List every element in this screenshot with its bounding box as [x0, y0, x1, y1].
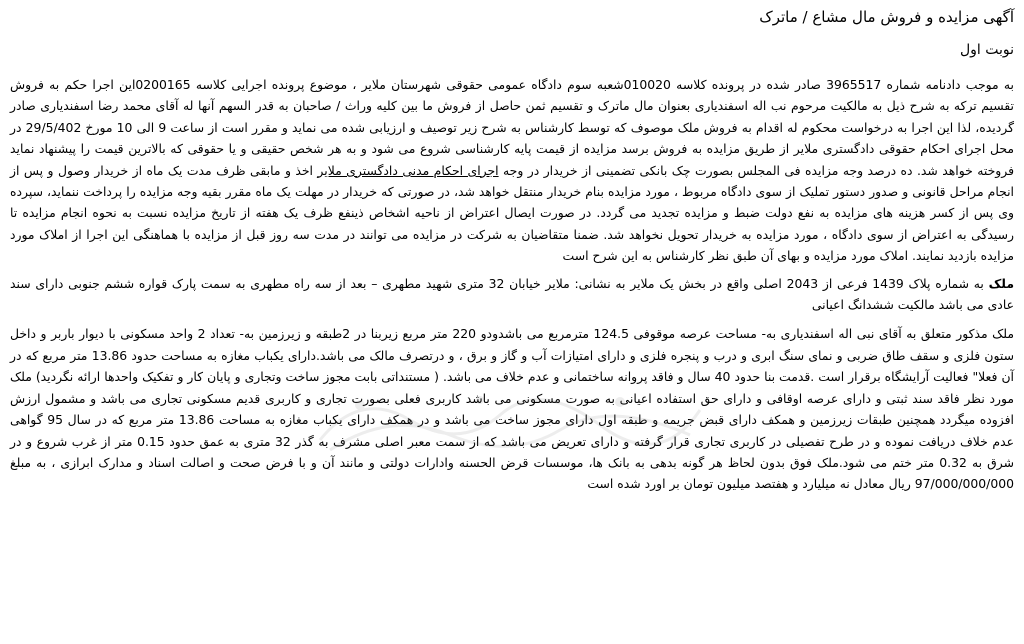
notice-title: آگهی مزایده و فروش مال مشاع / ماترک	[759, 8, 1014, 26]
paragraph-main-highlight: اجرای احکام مدنی دادگستری ملایر	[317, 162, 499, 178]
notice-paragraph-property-address	[10, 273, 1014, 316]
property-label: ملک	[988, 275, 1014, 291]
notice-paragraph-main	[10, 74, 1014, 267]
notice-paragraph-property-description: ملک مذکور متعلق به آقای نبی اله اسفندیاری به- مساحت عرصه موقوفی 124.5 مترمربع می باشدودو 220 متر مربع زیربنا در 2طبقه و زیرزمین به- تعداد 2 واحد مسکونی با دیوار باربر و داخل ستون فلزی و سقف طاق ضربی و نمای سنگ ابری و درب و پنجره فلزی و دارای امتیازات آب و گاز و برق ، و درتصرف مالک می باشد.دارای یکباب مغازه به مساحت حدود 13.86 متر مربع که در آن فعلا" فعالیت آرایشگاه برقرار است .قدمت بنا حدود 40 سال و فاقد پروانه ساختمانی و عدم خلاف می باشد. ( مستنداتی بابت مجوز ساخت وتجاری و پایان کار و تفکیک واحدها ارائه نگردید) ملک مورد نظر فاقد سند ثبتی و دارای عرصه اوقافی و دارای حق استفاده اعیانی به صورت مسکونی می باشد کاربری فعلی بصورت تجاری و کاربری قدیم مسکونی تجاری می باشد و مشمول ارزش افزوده میگردد همچنین طبقات زیرزمین و همکف دارای قبض جریمه و طبقه اول دارای مجوز ساخت می باشد و در همکف دارای یکباب مغازه به مساحت 13.86 متر مربع که در سال 95 گواهی عدم خلاف دریافت نموده و در طرح تفصیلی در کاربری تجاری قرار گرفته و دارای تعریض می باشد که از سمت معبر اصلی مشرف به گذر 32 متری به عمق حدود 0.15 متر از غرب شروع و در شرق به 0.32 متر ختم می شود.ملک فوق بدون لحاظ هر گونه بدهی به بانک ها، موسسات قرض الحسنه وادارات دولتی و مانند آن و با فرض صحت و اصالت اسناد و مدارک ابرازی ، به مبلغ 97/000/000/000 ریال معادل نه میلیارد و هفتصد میلیون تومان بر اورد شده است	[10, 326, 1015, 492]
paragraph-main-part-b: اخذ و مابقی ظرف مدت یک ماه از خریدار وصول و پس از انجام مراحل قانونی و صدور دستور تملیک از سوی دادگاه مربوط ، مورد مزایده بنام خریدار منتقل خواهد شد، در صورتی که خریدار در مهلت یک ماه مقرر بقیه وجه مزایده را پرداخت ننماید، سپرده وی پس از کسر هزینه های مزایده به نفع دولت ضبط و مزایده تجدید می گردد. در صورت ایصال اعتراض از ناحیه اشخاص ذینفع ظرف یک هفته از تاریخ مزایده نسبت به نحوه انجام مزایده تا رسیدگی به اعتراض از سوی دادگاه ، مورد مزایده به خریدار تحویل نخواهد شد. ضمنا متقاضیان به شرکت در مزایده می توانند در مدت سه روز قبل از مزایده با هماهنگی این اجرا از املاک مورد مزایده بازدید نمایند. املاک مورد مزایده و بهای آن طبق نظر کارشناس به این شرح است	[10, 162, 1014, 264]
paragraph-main-part-a: به موجب دادنامه شماره 3965517 صادر شده در پرونده کلاسه 010020شعبه سوم دادگاه عمومی حقوقی شهرستان ملایر ، موضوع پرونده اجرایی کلاسه 0200165این اجرا حکم به فروش تقسیم ترکه به شرح ذیل به مالکیت مرحوم نب اله اسفندیاری بعنوان مال ماترک و تقسیم ثمن حاصل از فروش ما بین کلیه وراث / صاحبان به قدر السهم آنها له آقای محمد رضا اسفندیاری صادر گردیده، لذا این اجرا به درخواست محکوم له اقدام به فروش ملک موصوف که توسط کارشناس به شرح زیر توصیف و ارزیابی شده می نماید و مقرر است از ساعت 9 الی 10 مورخ 29/5/402 در محل اجرای احکام حقوقی دادگستری ملایر از طریق مزایده به فروش برسد مزایده از قیمت پایه کارشناسی شروع می شود و به هر شخص حقیقی و یا حقوقی که بالاترین قیمت را پیشنهاد نماید فروخته خواهد شد. ده درصد وجه مزایده فی المجلس بصورت چک بانکی تضمینی از خریدار در وجه	[10, 77, 1015, 178]
notice-round: نوبت اول	[959, 42, 1014, 58]
property-address-text: به شماره پلاک 1439 فرعی از 2043 اصلی واقع در بخش یک ملایر به نشانی: ملایر خیابان 32 متری شهید مطهری – بعد از سه راه مطهری به سمت پارک قواره ششم جنوبی دارای سند عادی می باشد مالکیت ششدانگ اعیانی	[10, 275, 1014, 313]
